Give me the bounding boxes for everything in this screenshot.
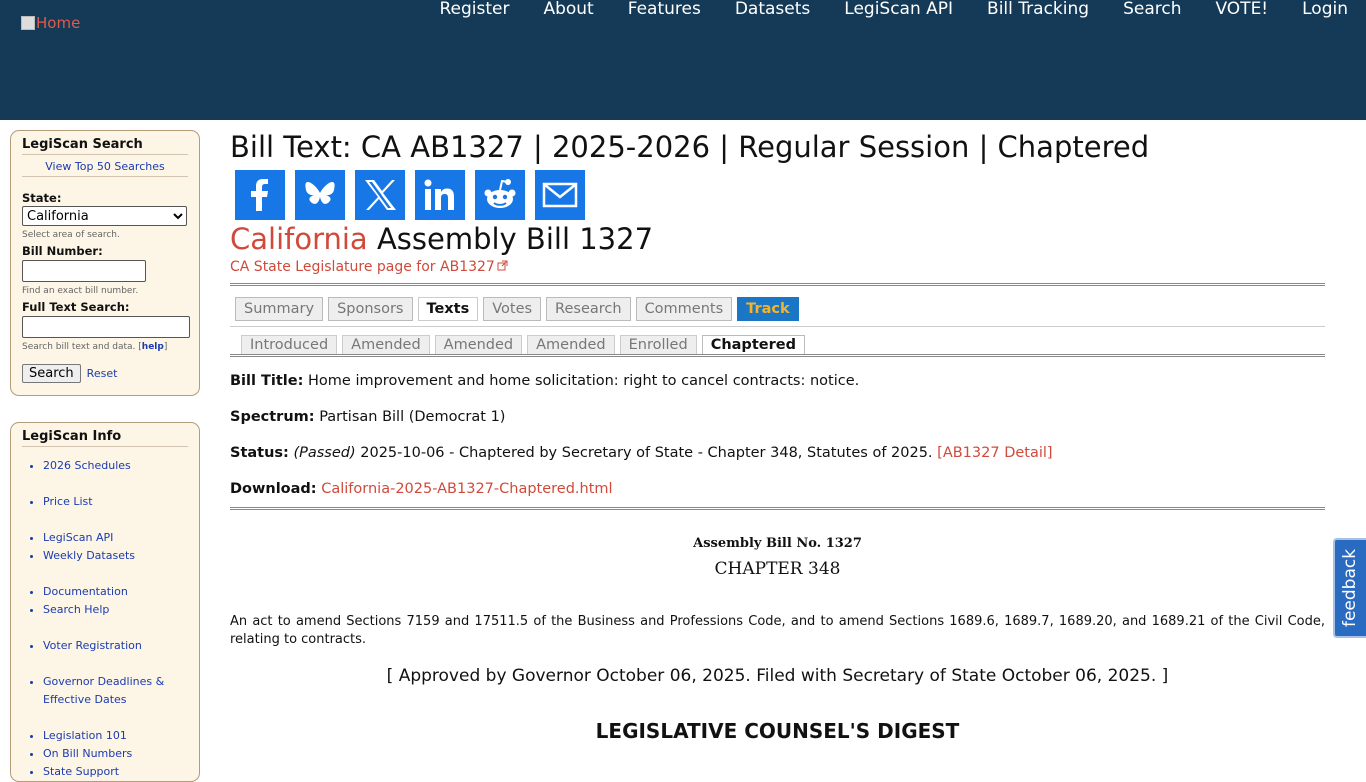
tab-comments[interactable]: Comments [636,297,733,321]
doc-chapter: CHAPTER 348 [714,559,841,579]
subtab-introduced[interactable]: Introduced [241,335,337,354]
tab-sponsors[interactable]: Sponsors [328,297,412,321]
info-link-item [43,457,199,475]
share-bluesky-button[interactable] [295,170,345,220]
tab-summary[interactable]: Summary [235,297,323,321]
nav-search[interactable]: Search [1123,0,1182,19]
top-navigation [405,0,1348,20]
info-link-search-help[interactable]: Search Help [43,603,110,616]
legislature-link-text: CA State Legislature page for AB1327 [230,259,495,275]
legiscan-info-box [10,422,200,782]
text-version-tabs [241,335,1325,354]
nav-features[interactable]: Features [627,0,701,19]
bill-tabs [235,297,1325,321]
bill-state: California [230,222,368,256]
tab-track[interactable]: Track [737,297,798,321]
nav-register[interactable]: Register [439,0,510,19]
tab-texts[interactable]: Texts [418,297,479,321]
share-reddit-button[interactable] [475,170,525,220]
full-text-hint: Search bill text and data. [help] [22,342,168,352]
external-link-icon [497,260,508,271]
search-box-title: LegiScan Search [22,137,188,155]
doc-approval-line: [ Approved by Governor October 06, 2025. Filed with Secretary of State October 06, 2025. ] [386,666,1169,686]
info-link-item [43,583,199,601]
bill-number-input[interactable] [22,260,146,282]
info-link-weekly-datasets[interactable]: Weekly Datasets [43,549,136,562]
bluesky-icon [300,175,340,215]
info-link-text: Effective Dates [43,693,127,706]
status-passed: (Passed) [293,445,356,461]
logo-alt-text: Home [36,14,81,32]
full-text-hint-text: Search bill text and data. [22,342,136,352]
share-x-button[interactable] [355,170,405,220]
info-link-documentation[interactable]: Documentation [43,585,128,598]
status-value: 2025-10-06 - Chaptered by Secretary of State - Chapter 348, Statutes of 2025. [360,445,933,461]
main-content [230,130,1325,743]
status-row [230,443,1325,463]
info-link-item [43,601,199,619]
reset-link[interactable]: Reset [86,367,118,380]
state-hint: Select area of search. [22,230,120,240]
site-header [0,0,1366,120]
info-link-item [43,745,199,763]
bill-name: Assembly Bill 1327 [376,222,654,256]
social-share-bar [235,170,1325,220]
subtab-amended-1[interactable]: Amended [342,335,429,354]
info-link-legislation-101[interactable]: Legislation 101 [43,729,127,742]
feedback-tab[interactable] [1333,538,1366,638]
info-link-schedules[interactable]: 2026 Schedules [43,459,131,472]
bill-detail-link[interactable]: [AB1327 Detail] [937,445,1053,461]
nav-login[interactable]: Login [1302,0,1348,19]
info-link-item [43,727,199,745]
help-link[interactable]: help [141,342,164,352]
share-linkedin-button[interactable] [415,170,465,220]
legiscan-search-box [10,130,200,396]
home-logo-link[interactable] [21,14,80,32]
spectrum-row [230,407,1325,427]
share-facebook-button[interactable] [235,170,285,220]
reddit-icon [480,175,520,215]
info-link-item [43,529,199,547]
email-icon [540,175,580,215]
search-button[interactable]: Search [22,364,81,383]
spectrum-value: Partisan Bill (Democrat 1) [319,409,506,425]
full-text-input[interactable] [22,316,190,338]
download-label: Download: [230,481,317,497]
info-link-price-list[interactable]: Price List [43,495,93,508]
divider [230,354,1325,357]
bill-title-label: Bill Title: [230,373,304,389]
info-link-text: Governor Deadlines & [43,675,165,688]
divider [230,507,1325,510]
subtab-amended-2[interactable]: Amended [435,335,522,354]
spectrum-label: Spectrum: [230,409,315,425]
doc-act-text: An act to amend Sections 7159 and 17511.5 of the Business and Professions Code, and to amend Sections 1689.6, 1689.7, 1689.20, and 1689.21 of the Civil Code, relating to contracts. [230,614,1325,647]
divider [230,283,1325,286]
info-link-governor-deadlines[interactable] [43,675,164,706]
top-50-searches-link[interactable]: View Top 50 Searches [22,160,188,177]
subtab-chaptered[interactable]: Chaptered [702,335,805,354]
nav-legiscan-api[interactable]: LegiScan API [844,0,954,19]
nav-bill-tracking[interactable]: Bill Tracking [987,0,1090,19]
info-box-title: LegiScan Info [22,429,188,447]
bill-number-hint: Find an exact bill number. [22,286,139,296]
info-link-item [43,673,199,709]
info-links-list [43,457,199,781]
page-title: Bill Text: CA AB1327 | 2025-2026 | Regular Session | Chaptered [230,130,1150,164]
nav-about[interactable]: About [543,0,594,19]
full-text-label: Full Text Search: [22,300,130,314]
x-icon [360,175,400,215]
nav-vote[interactable]: VOTE! [1215,0,1269,19]
info-link-bill-numbers[interactable]: On Bill Numbers [43,747,133,760]
download-row [230,479,1325,499]
info-link-voter-registration[interactable]: Voter Registration [43,639,142,652]
bill-heading [230,222,1325,256]
subtab-amended-3[interactable]: Amended [527,335,614,354]
search-actions [22,364,199,383]
status-label: Status: [230,445,289,461]
broken-image-icon [21,16,35,30]
info-link-item [43,763,199,781]
info-link-item [43,493,199,511]
tab-research[interactable]: Research [546,297,631,321]
info-link-api[interactable]: LegiScan API [43,531,114,544]
state-select[interactable] [22,206,187,226]
share-email-button[interactable] [535,170,585,220]
subtab-enrolled[interactable]: Enrolled [620,335,697,354]
bill-title-row [230,371,1325,391]
legislature-page-link[interactable] [230,259,508,275]
divider [230,326,1325,327]
state-label: State: [22,191,62,205]
facebook-icon [240,175,280,215]
feedback-label: feedback [1340,548,1361,628]
linkedin-icon [420,175,460,215]
doc-bill-number: Assembly Bill No. 1327 [693,536,862,551]
bill-number-label: Bill Number: [22,244,103,258]
nav-datasets[interactable]: Datasets [734,0,811,19]
info-link-state-support[interactable]: State Support [43,765,120,778]
tab-votes[interactable]: Votes [483,297,541,321]
download-link[interactable]: California-2025-AB1327-Chaptered.html [321,481,613,497]
info-link-item [43,637,199,655]
doc-digest-heading: LEGISLATIVE COUNSEL'S DIGEST [595,719,960,743]
bill-title-value: Home improvement and home solicitation: right to cancel contracts: notice. [308,373,860,389]
info-link-item [43,547,199,565]
